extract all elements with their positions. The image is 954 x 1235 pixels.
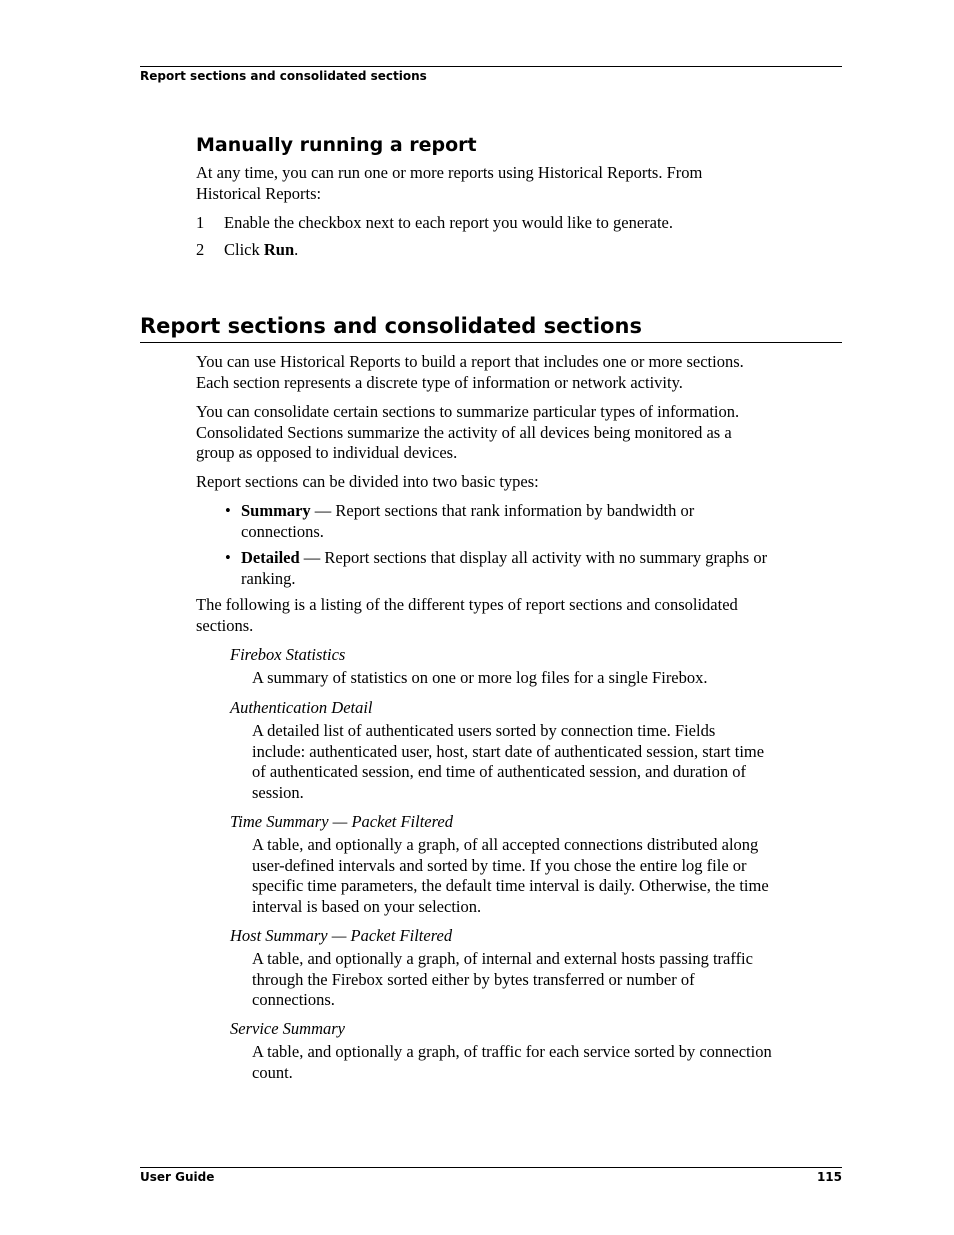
step-2: 2 Click Run. [196,240,299,259]
bullet-summary: • Summary — Report sections that rank information by bandwidth or connections. [225,501,695,541]
running-header-title: Report sections and consolidated sections [140,69,427,83]
definition-text: A detailed list of authenticated users sorted by connection time. Fields include: authenticated user, host, start date of authenticated session, start time of authenticated session, end time of authenticated session, and duration of session. [252,721,765,802]
bullet-icon: • [225,501,231,520]
page-footer [140,1167,842,1184]
definition-term: Service Summary [230,1019,346,1038]
definition-term: Authentication Detail [230,698,373,717]
definition-text: A table, and optionally a graph, of all accepted connections distributed along user-defined intervals and sorted by time. If you chose the entire log file or specific time parameters, the default time interval is daily. Otherwise, the time interval is based on your selection. [252,835,769,916]
section-paragraph-2: You can consolidate certain sections to summarize particular types of information. Consolidated Sections summarize the activity of all devices being monitored as a group as opposed to individual devices. [196,402,740,462]
section-paragraph-3: Report sections can be divided into two basic types: [196,472,539,491]
definition-term: Time Summary — Packet Filtered [230,812,454,831]
definition-text: A table, and optionally a graph, of traffic for each service sorted by connection count. [252,1042,772,1082]
section-paragraph-4: The following is a listing of the different types of report sections and consolidated sections. [196,595,738,635]
bullet-icon: • [225,548,231,567]
definition-term: Firebox Statistics [230,645,346,664]
step-number: 1 [196,213,205,232]
run-term: Run [263,240,295,259]
bullet-detailed: • Detailed — Report sections that display all activity with no summary graphs or ranking. [225,548,768,588]
subsection-heading: Manually running a report [196,134,477,156]
section-heading [140,314,842,343]
step-1 [196,213,673,234]
running-header [140,66,842,83]
step-text: Enable the checkbox next to each report you would like to generate. [224,213,673,232]
section-title: Report sections and consolidated sections [140,314,642,338]
section-paragraph-1: You can use Historical Reports to build a report that includes one or more sections. Each section represents a discrete type of information or network activity. [196,352,744,392]
definition-term: Host Summary — Packet Filtered [230,926,453,945]
step-number: 2 [196,240,205,259]
footer-guide-title: User Guide [140,1170,215,1184]
definition-text: A summary of statistics on one or more log files for a single Firebox. [252,668,708,687]
definition-text: A table, and optionally a graph, of internal and external hosts passing traffic through the Firebox sorted either by bytes transferred or number of connections. [252,949,753,1009]
header-rule [140,66,842,67]
page-number: 115 [816,1170,842,1184]
footer-rule [140,1167,842,1168]
manual-intro: At any time, you can run one or more reports using Historical Reports. From Historical Reports: [196,163,703,203]
